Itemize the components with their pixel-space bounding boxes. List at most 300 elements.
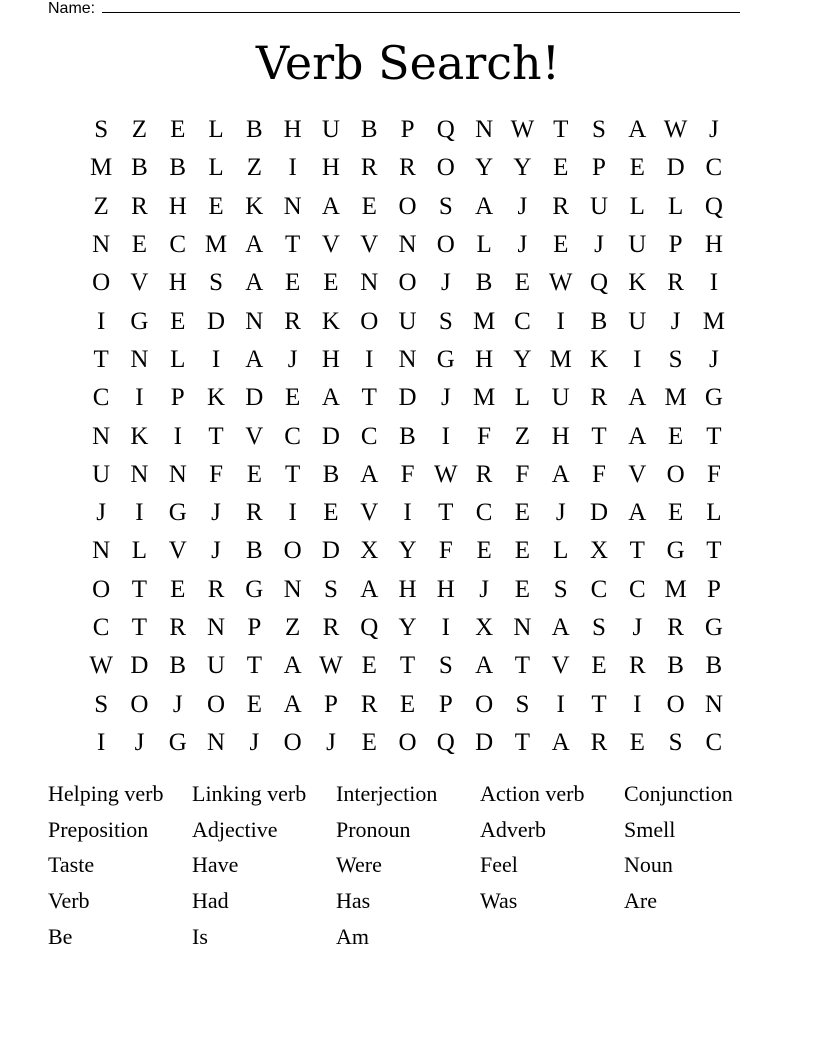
grid-letter: F [515,460,530,488]
grid-letter: B [590,307,608,335]
grid-letter: B [169,652,187,680]
grid-letter: C [360,422,378,450]
grid-letter: C [705,154,723,182]
grid-letter: S [592,116,606,144]
grid-letter: E [553,154,569,182]
grid-letter: X [360,537,379,565]
grid-letter: H [436,575,455,603]
grid-letter: W [319,652,343,680]
grid-letter: M [664,575,687,603]
grid-letter: O [92,575,111,603]
grid-letter: H [168,192,187,220]
word-list-item: Was [480,887,518,913]
grid-letter: B [169,154,187,182]
grid-letter: L [514,384,531,412]
grid-letter: E [399,690,416,718]
grid-letter: M [204,231,228,259]
grid-letter: I [96,728,106,756]
grid-letter: C [705,728,723,756]
grid-letter: R [284,307,301,335]
grid-letter: N [92,537,111,565]
grid-letter: V [360,231,379,259]
grid-letter: H [704,231,723,259]
grid-letter: R [322,614,340,641]
grid-letter: O [398,728,417,756]
grid-letter: R [590,728,608,756]
grid-letter: F [209,460,223,488]
grid-letter: T [284,460,301,488]
grid-letter: N [207,614,226,641]
grid-letter: A [245,345,264,373]
grid-letter: R [131,192,148,220]
grid-letter: I [135,384,144,412]
grid-letter: K [130,422,149,450]
grid-letter: E [323,499,339,527]
grid-letter: E [170,307,186,335]
grid-letter: E [284,269,301,297]
grid-letter: M [90,154,113,182]
grid-letter: J [479,575,489,603]
grid-letter: V [245,422,264,450]
grid-letter: V [360,499,379,527]
grid-letter: T [208,422,224,450]
grid-letter: B [245,116,263,144]
grid-letter: G [666,537,685,565]
grid-letter: J [172,690,183,718]
word-list-item: Be [48,923,73,949]
grid-letter: N [130,345,149,373]
grid-letter: C [92,384,110,412]
grid-letter: E [476,537,492,565]
grid-letter: T [706,422,722,450]
grid-letter: J [326,728,336,756]
grid-letter: J [517,231,528,259]
grid-letter: D [245,384,264,412]
grid-letter: W [510,116,535,144]
grid-letter: E [246,690,262,718]
grid-letter: C [514,307,531,335]
grid-letter: F [438,537,453,565]
word-list-item: Adverb [480,816,546,842]
grid-letter: U [398,307,417,335]
grid-letter: A [245,269,264,297]
grid-letter: P [592,154,606,182]
grid-letter: U [551,384,570,412]
grid-letter: S [553,575,568,603]
grid-letter: X [589,537,609,565]
grid-letter: B [667,652,684,680]
grid-letter: A [475,652,494,680]
grid-letter: M [473,307,496,335]
grid-letter: T [553,116,569,144]
grid-letter: R [360,690,378,718]
grid-letter: W [434,460,458,488]
grid-letter: E [667,499,684,527]
grid-letter: M [664,384,687,412]
grid-letter: T [284,231,301,259]
grid-letter: S [209,269,223,297]
grid-letter: U [589,192,609,220]
grid-letter: R [169,614,187,641]
word-list-item: Taste [48,852,95,878]
grid-letter: N [704,690,723,718]
grid-letter: J [594,231,604,259]
word-list-item: Interjection [336,780,438,806]
grid-letter: D [321,537,340,565]
letter-grid [82,111,733,762]
grid-letter: K [628,269,647,297]
grid-letter: T [246,652,262,680]
grid-letter: Z [93,192,109,220]
grid-letter: Q [436,116,455,144]
grid-letter: J [517,192,528,220]
grid-letter: I [441,422,450,450]
grid-letter: V [321,231,340,259]
grid-letter: A [245,231,264,259]
grid-letter: E [361,652,377,680]
grid-letter: H [551,422,570,450]
grid-letter: E [170,575,186,603]
grid-letter: S [592,614,606,641]
grid-letter: J [211,499,221,527]
grid-letter: N [283,575,302,603]
grid-letter: R [628,652,646,680]
grid-letter: S [94,116,109,144]
grid-letter: E [131,231,148,259]
grid-letter: N [130,460,149,488]
grid-letter: O [360,307,379,335]
grid-letter: U [628,307,647,335]
grid-letter: Z [284,614,301,641]
grid-letter: B [131,154,148,182]
grid-letter: S [323,575,338,603]
grid-letter: V [168,537,187,565]
grid-letter: L [208,154,224,182]
grid-letter: I [96,307,106,335]
grid-letter: A [283,690,302,718]
word-list-item: Noun [624,852,673,878]
grid-letter: P [668,231,683,259]
grid-letter: W [89,652,113,680]
grid-letter: Q [360,614,379,641]
name-underline [102,0,740,13]
grid-letter: O [92,269,111,297]
grid-letter: R [590,384,608,412]
grid-letter: R [667,614,684,641]
grid-letter: D [666,154,685,182]
word-list-item: Adjective [192,816,278,842]
grid-letter: I [441,614,450,641]
grid-letter: Q [436,728,455,756]
word-list-item: Is [192,923,208,949]
grid-letter: E [361,728,377,756]
grid-letter: A [283,652,302,680]
grid-letter: C [475,499,493,527]
word-list-item: Feel [480,852,518,878]
grid-letter: T [591,422,607,450]
grid-letter: I [288,499,297,527]
grid-letter: I [556,690,565,718]
grid-letter: D [130,652,149,680]
grid-letter: B [475,269,493,297]
grid-letter: N [360,269,379,297]
grid-letter: H [398,575,417,603]
grid-letter: N [207,728,226,756]
grid-letter: J [555,499,566,527]
grid-letter: R [552,192,570,220]
grid-letter: J [440,384,451,412]
word-list-item: Am [336,923,369,949]
grid-letter: S [438,307,453,335]
grid-letter: T [93,345,109,373]
grid-letter: E [629,728,645,756]
grid-letter: O [666,690,685,718]
grid-letter: W [663,116,688,144]
grid-letter: A [360,460,379,488]
grid-letter: A [628,384,647,412]
grid-letter: B [399,422,416,450]
grid-letter: O [436,231,455,259]
grid-letter: A [628,422,647,450]
grid-letter: T [399,652,416,680]
grid-letter: E [553,231,569,259]
grid-letter: C [92,614,110,641]
grid-letter: H [475,345,494,373]
word-list-item: Action verb [480,780,585,806]
grid-letter: T [361,384,377,412]
grid-letter: L [553,537,569,565]
grid-letter: D [475,728,494,756]
grid-letter: J [287,345,298,373]
grid-letter: I [633,345,642,373]
grid-letter: N [245,307,264,335]
grid-letter: Y [513,154,532,182]
grid-letter: C [284,422,301,450]
word-list-item: Had [192,887,229,913]
grid-letter: N [398,345,417,373]
grid-letter: G [130,307,149,335]
grid-letter: E [323,269,339,297]
grid-letter: V [628,460,647,488]
grid-letter: O [207,690,226,718]
grid-letter: A [551,460,570,488]
grid-letter: E [284,384,301,412]
grid-letter: I [709,269,719,297]
word-list-item: Helping verb [48,780,164,806]
word-list [48,776,768,954]
grid-letter: T [131,614,148,641]
grid-letter: M [473,384,496,412]
grid-letter: P [170,384,185,412]
grid-letter: A [551,614,570,641]
grid-letter: O [475,690,494,718]
grid-letter: K [245,192,264,220]
grid-letter: L [667,192,684,220]
word-list-item: Has [336,887,371,913]
grid-letter: B [245,537,263,565]
grid-letter: R [667,269,684,297]
grid-letter: F [400,460,415,488]
grid-letter: E [667,422,684,450]
grid-letter: Q [704,192,723,220]
grid-letter: J [249,728,260,756]
grid-letter: U [628,231,647,259]
grid-letter: G [704,614,723,641]
grid-letter: Z [514,422,531,450]
grid-letter: A [551,728,570,756]
grid-letter: R [207,575,225,603]
grid-letter: T [591,690,607,718]
page-title: Verb Search! [255,36,561,90]
grid-letter: A [321,384,340,412]
word-list-item: Linking verb [192,780,307,806]
grid-letter: T [629,537,645,565]
grid-letter: P [323,690,338,718]
grid-letter: H [321,154,340,182]
grid-letter: Z [246,154,262,182]
grid-letter: U [321,116,340,144]
grid-letter: I [173,422,182,450]
grid-letter: T [131,575,148,603]
grid-letter: E [629,154,645,182]
grid-letter: T [438,499,454,527]
grid-letter: S [438,192,453,220]
word-list-item: Have [192,852,239,878]
grid-letter: N [475,116,494,144]
name-field [48,0,740,19]
grid-letter: X [475,614,494,641]
grid-letter: G [245,575,264,603]
grid-letter: G [436,345,455,373]
grid-letter: N [398,231,417,259]
grid-letter: Y [475,154,494,182]
name-label: Name: [48,0,96,17]
grid-letter: Q [589,269,609,297]
grid-letter: U [207,652,226,680]
grid-letter: A [475,192,494,220]
grid-letter: P [247,614,262,641]
grid-letter: A [628,116,647,144]
grid-letter: D [321,422,340,450]
grid-letter: M [702,307,726,335]
grid-letter: S [668,345,683,373]
grid-letter: Y [398,537,417,565]
grid-letter: P [400,116,415,144]
word-list-item: Pronoun [336,816,411,842]
grid-letter: Y [513,345,532,373]
grid-letter: P [438,690,453,718]
grid-letter: D [589,499,609,527]
grid-letter: E [514,499,531,527]
grid-letter: B [705,652,723,680]
grid-letter: J [709,345,719,373]
grid-letter: E [170,116,186,144]
grid-letter: S [438,652,453,680]
word-list-item: Are [624,887,657,913]
grid-letter: I [403,499,412,527]
grid-letter: R [399,154,416,182]
grid-letter: C [169,231,187,259]
grid-letter: D [398,384,417,412]
grid-letter: C [628,575,646,603]
grid-letter: U [92,460,111,488]
grid-letter: L [706,499,722,527]
grid-letter: R [245,499,263,527]
grid-letter: O [283,537,302,565]
grid-letter: E [208,192,224,220]
grid-letter: O [130,690,149,718]
grid-letter: J [709,116,719,144]
grid-letter: B [360,116,378,144]
grid-letter: A [628,499,647,527]
grid-letter: N [92,231,111,259]
grid-letter: T [514,652,531,680]
grid-letter: V [130,269,149,297]
grid-letter: T [514,728,531,756]
grid-letter: F [592,460,606,488]
grid-letter: H [321,345,340,373]
grid-letter: D [207,307,226,335]
grid-letter: O [666,460,685,488]
grid-letter: L [208,116,224,144]
grid-letter: F [706,460,721,488]
grid-letter: G [168,728,187,756]
grid-letter: J [211,537,221,565]
grid-letter: K [321,307,340,335]
grid-letter: O [398,192,417,220]
grid-letter: S [94,690,109,718]
grid-letter: F [477,422,492,450]
grid-letter: H [283,116,302,144]
grid-letter: I [288,154,297,182]
grid-letter: A [360,575,379,603]
grid-letter: Y [398,614,417,641]
grid-letter: J [632,614,643,641]
grid-letter: O [398,269,417,297]
grid-letter: W [548,269,573,297]
grid-letter: I [135,499,144,527]
grid-letter: P [706,575,721,603]
grid-letter: V [551,652,570,680]
grid-letter: E [514,537,531,565]
grid-letter: R [360,154,378,182]
word-list-item: Verb [48,887,90,913]
word-list-item: Conjunction [624,780,733,806]
grid-letter: I [365,345,374,373]
grid-letter: E [361,192,377,220]
grid-letter: L [170,345,186,373]
grid-letter: S [515,690,530,718]
grid-letter: T [706,537,722,565]
grid-letter: E [514,575,531,603]
grid-letter: L [131,537,148,565]
grid-letter: S [668,728,683,756]
grid-letter: N [283,192,302,220]
grid-letter: E [514,269,531,297]
grid-letter: L [476,231,492,259]
grid-letter: E [246,460,262,488]
grid-letter: N [168,460,187,488]
grid-letter: J [670,307,681,335]
grid-letter: J [440,269,451,297]
grid-letter: H [168,269,187,297]
grid-letter: L [629,192,645,220]
word-list-item: Smell [624,816,676,842]
grid-letter: K [589,345,609,373]
grid-letter: J [134,728,145,756]
grid-letter: G [168,499,187,527]
grid-letter: G [704,384,723,412]
